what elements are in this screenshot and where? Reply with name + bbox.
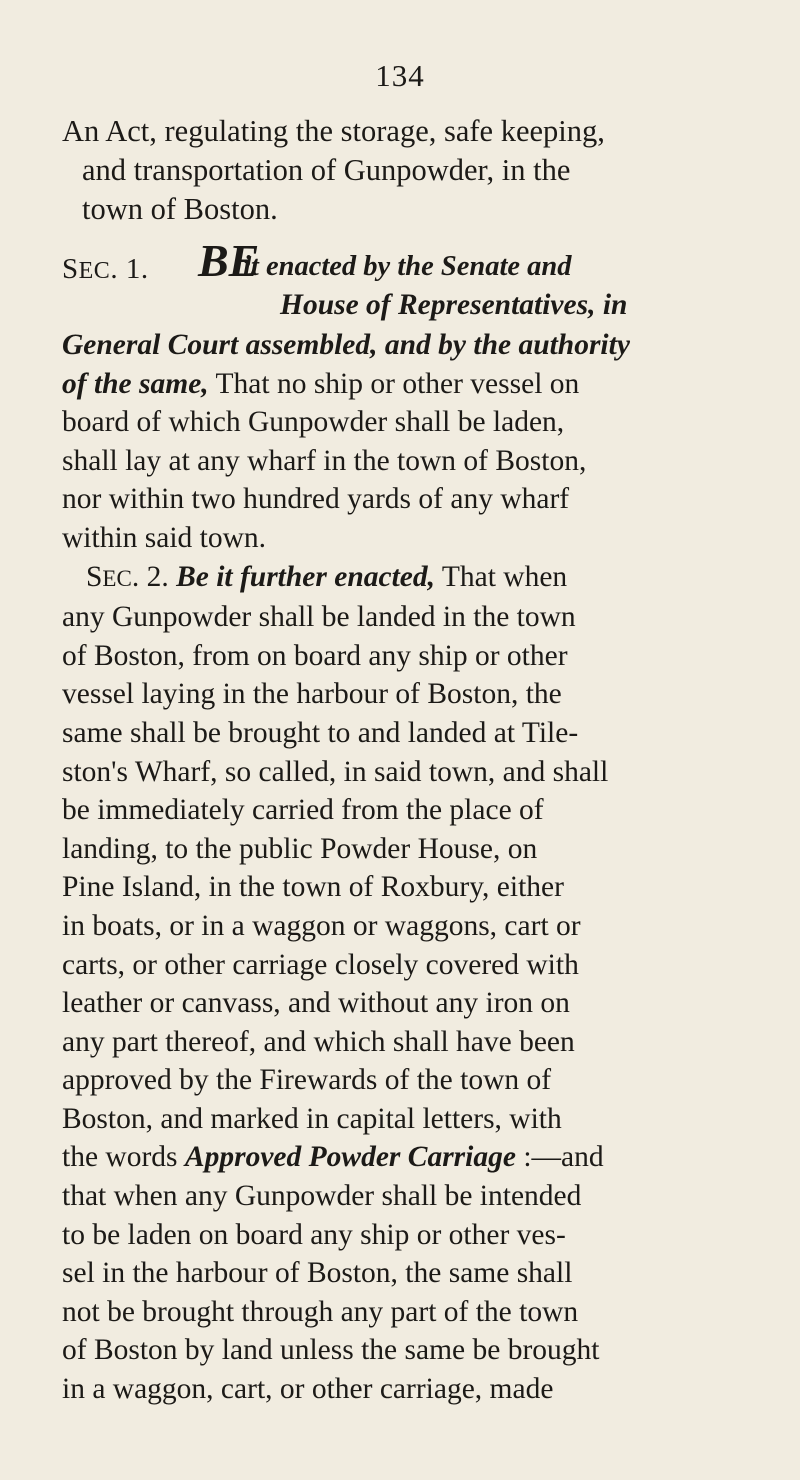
roman-text: board of which Gunpowder shall be laden,: [62, 406, 565, 439]
text-line: in boats, or in a waggon or waggons, cart or: [62, 909, 581, 942]
roman-text: That when: [435, 560, 568, 593]
text-line: vessel laying in the harbour of Boston, the: [62, 678, 562, 711]
drop-cap: BE: [198, 235, 260, 286]
section-1-label: [62, 250, 149, 291]
roman-text: nor within two hundred yards of any wharf: [62, 483, 570, 516]
text-line: [62, 480, 772, 519]
roman-text: within said town.: [62, 521, 267, 554]
section-label-prefix: S: [86, 560, 103, 593]
text-line: Pine Island, in the town of Roxbury, either: [62, 871, 564, 904]
text-line: [62, 1138, 772, 1177]
text-line: [62, 519, 772, 558]
italic-text: of the same,: [62, 367, 209, 400]
text-line: in a waggon, cart, or other carriage, made: [62, 1373, 554, 1406]
italic-text: Be it further enacted,: [176, 560, 435, 593]
section-label-number: . 1.: [110, 253, 149, 285]
section-1-heading: [62, 235, 772, 326]
enacting-clause-line: House of Representatives, in: [280, 289, 628, 321]
section-label-prefix: S: [62, 253, 79, 285]
text-line: [62, 326, 772, 365]
italic-text: Approved Powder Carriage: [184, 1141, 516, 1174]
text-line: any part thereof, and which shall have been: [62, 1025, 575, 1058]
act-title: [62, 112, 762, 229]
text-line: Boston, and marked in capital letters, with: [62, 1102, 562, 1135]
roman-text: That no ship or other vessel on: [208, 367, 580, 400]
text-line: be immediately carried from the place of: [62, 794, 544, 827]
text-line: carts, or other carriage closely covered with: [62, 948, 579, 981]
section-label-smallcaps: EC: [78, 258, 111, 284]
text-line: same shall be brought to and landed at Tile-: [62, 716, 579, 749]
text-line: approved by the Firewards of the town of: [62, 1064, 552, 1097]
text-line: leather or canvass, and without any iron on: [62, 987, 570, 1020]
enacting-clause-line: it enacted by the Senate and: [243, 251, 572, 282]
text-line: [62, 403, 772, 442]
section-label-smallcaps: EC: [102, 565, 132, 591]
text-line: to be laden on board any ship or other ves-: [62, 1218, 566, 1251]
text-line: any Gunpowder shall be landed in the town: [62, 601, 576, 634]
text-line: [62, 442, 772, 481]
act-title-line: and transportation of Gunpowder, in the: [82, 153, 571, 187]
text-line: of Boston by land unless the same be brought: [62, 1334, 600, 1367]
italic-text: General Court assembled, and by the authority: [62, 329, 630, 361]
roman-text: shall lay at any wharf in the town of Boston,: [62, 444, 587, 477]
act-title-line: town of Boston.: [82, 192, 278, 226]
text-line: not be brought through any part of the town: [62, 1295, 579, 1328]
roman-text: the words: [62, 1141, 185, 1174]
text-line: that when any Gunpowder shall be intended: [62, 1180, 582, 1213]
page-number: 134: [375, 58, 425, 93]
roman-text: :—and: [515, 1141, 604, 1174]
act-body: [62, 235, 772, 1409]
text-line: [62, 365, 772, 404]
text-line: ston's Wharf, so called, in said town, and shall: [62, 755, 609, 788]
section-2-heading: [62, 558, 772, 599]
text-line: of Boston, from on board any ship or other: [62, 639, 568, 672]
text-line: sel in the harbour of Boston, the same shall: [62, 1257, 573, 1290]
text-line: landing, to the public Powder House, on: [62, 832, 538, 865]
section-label-number: . 2.: [131, 560, 177, 593]
act-title-line: An Act, regulating the storage, safe keeping,: [62, 114, 605, 148]
